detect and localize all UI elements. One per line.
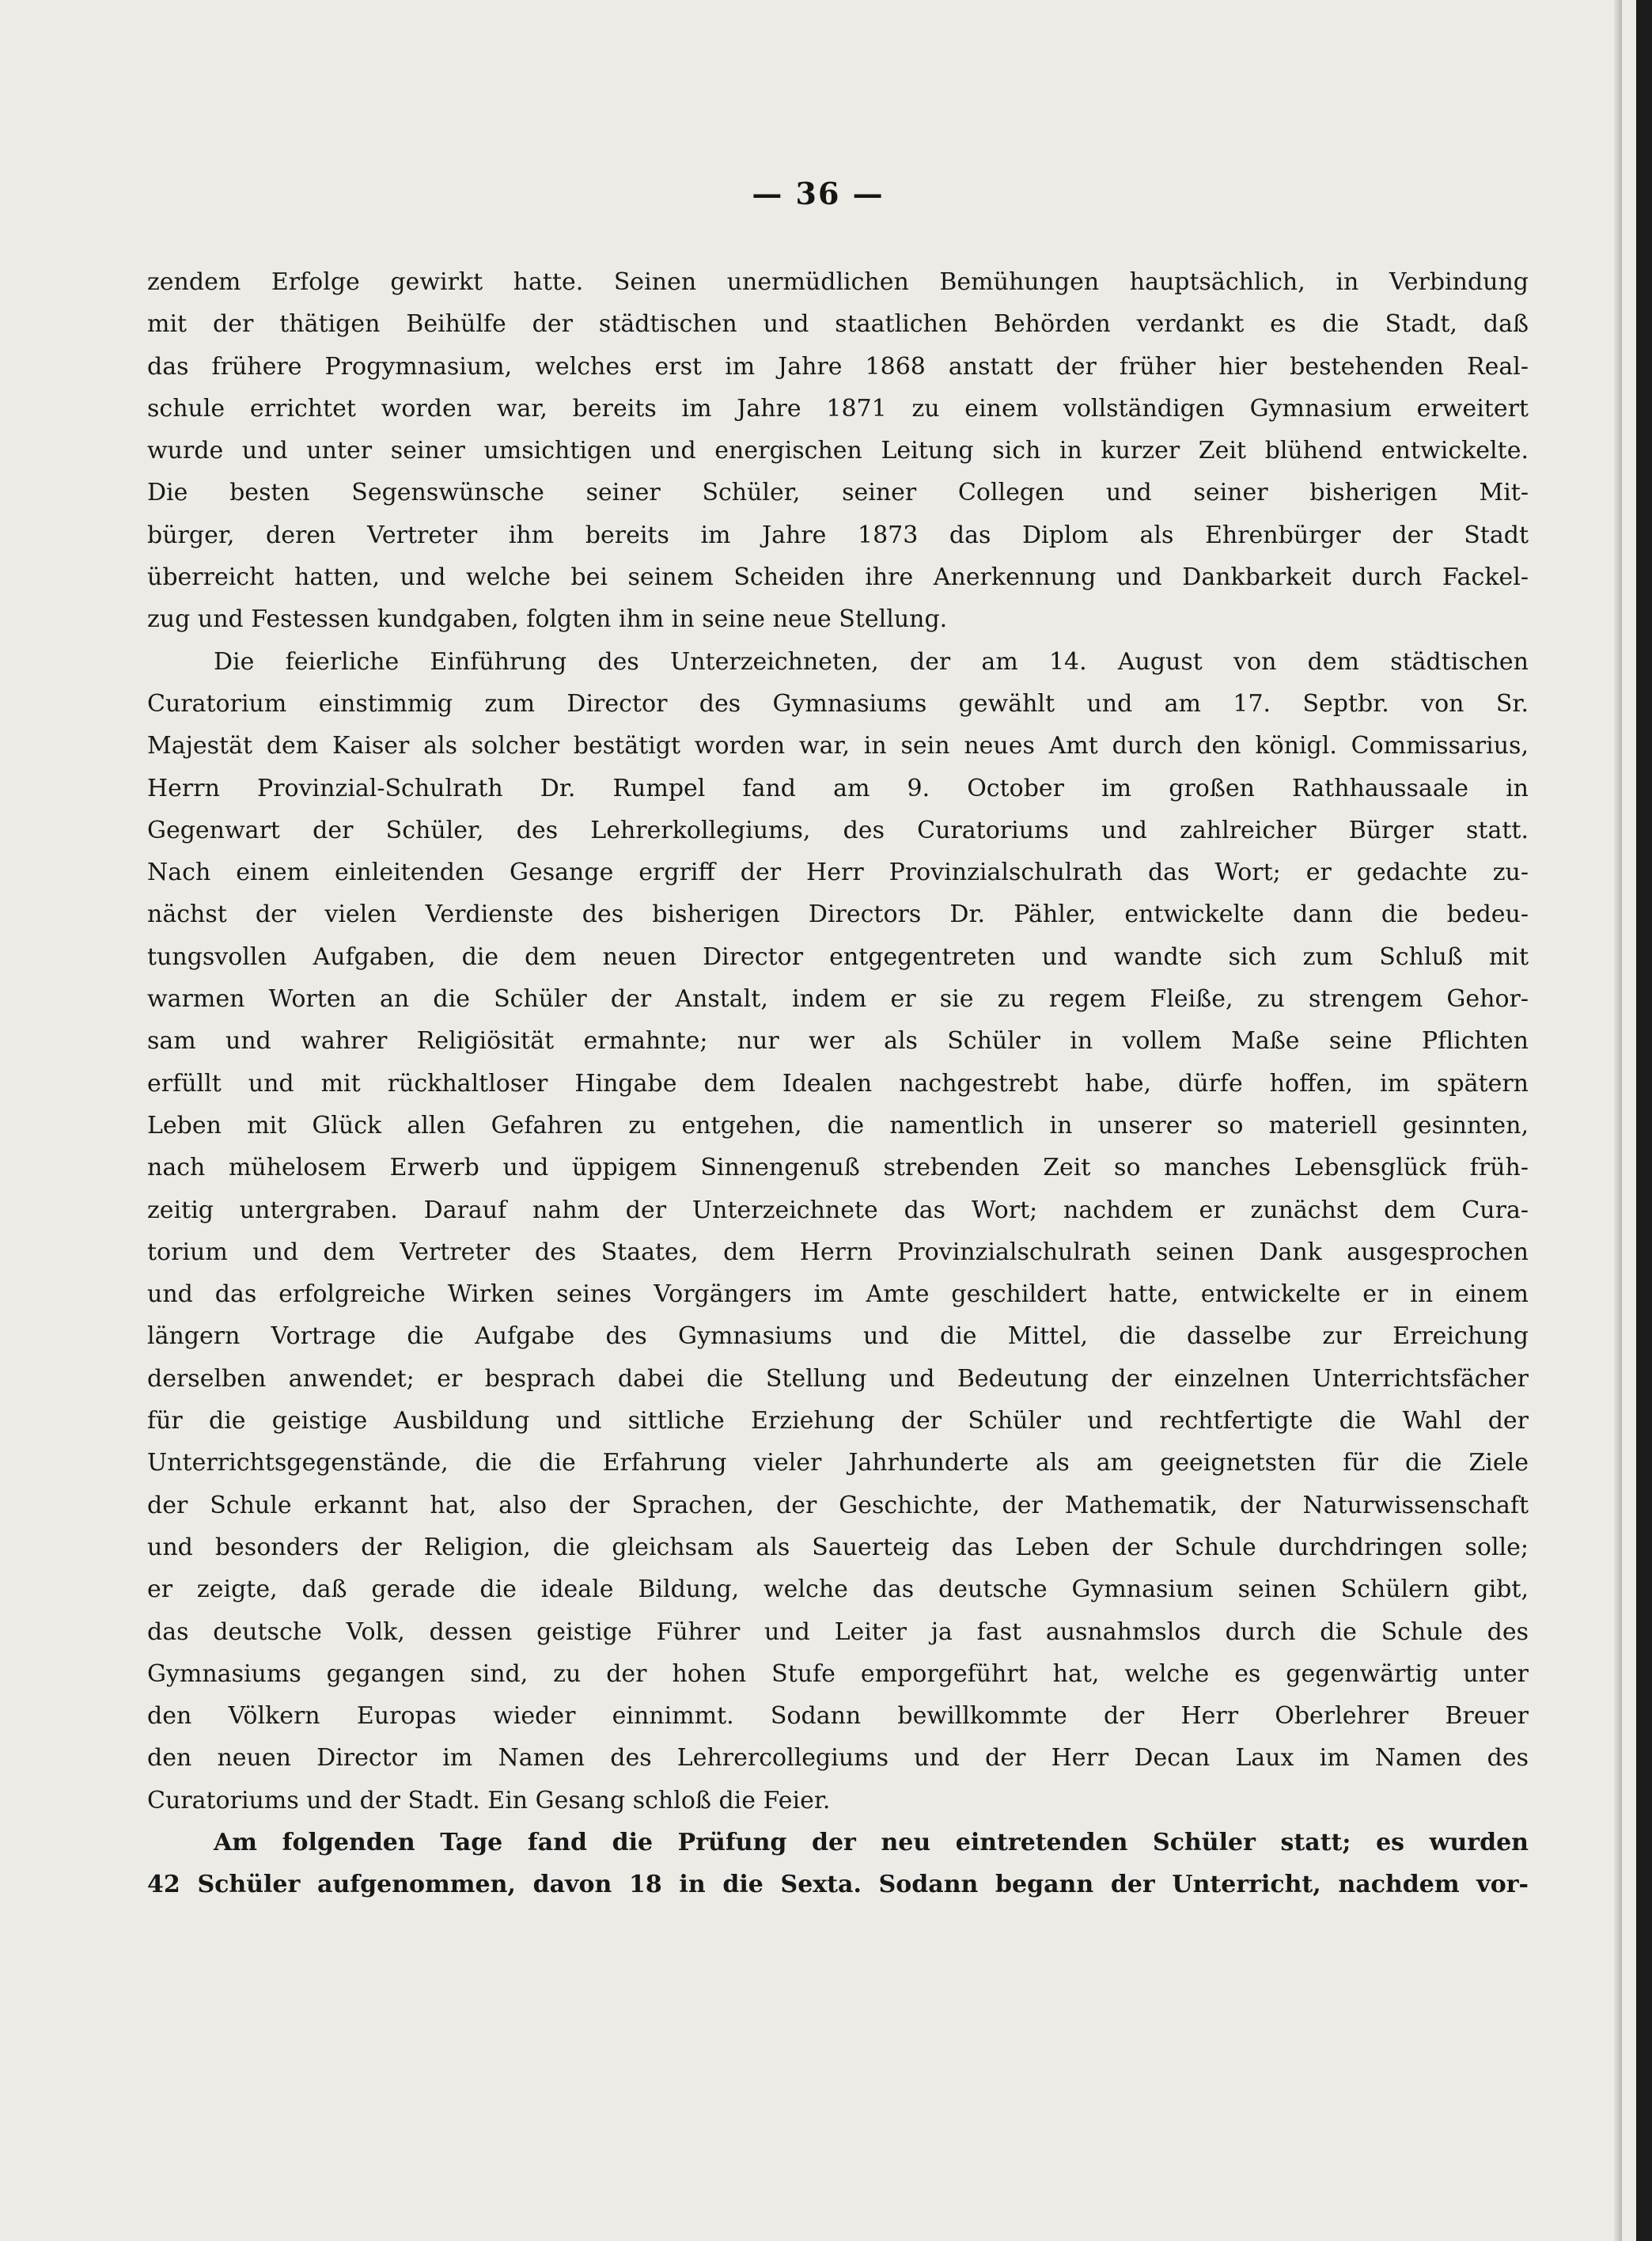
text-line: und das erfolgreiche Wirken seines Vorgängers im Amte geschildert hatte, entwickelte er in einem <box>147 1280 1529 1309</box>
text-line: zug und Festessen kundgaben, folgten ihm in seine neue Stellung. <box>147 605 948 634</box>
text-line: derselben anwendet; er besprach dabei die Stellung und Bedeutung der einzelnen Unterrichtsfächer <box>147 1364 1529 1393</box>
page-number: — 36 — <box>752 176 885 211</box>
text-line: Gegenwart der Schüler, des Lehrerkollegiums, des Curatoriums und zahlreicher Bürger statt. <box>147 816 1529 844</box>
text-line: erfüllt und mit rückhaltloser Hingabe dem Idealen nachgestrebt habe, dürfe hoffen, im spätern <box>147 1069 1529 1098</box>
text-line: Majestät dem Kaiser als solcher bestätigt worden war, in sein neues Amt durch den königl. Commissarius, <box>147 732 1529 760</box>
text-line: Am folgenden Tage fand die Prüfung der neu eintretenden Schüler statt; es wurden <box>214 1828 1529 1856</box>
text-line: Herrn Provinzial-Schulrath Dr. Rumpel fand am 9. October im großen Rathhaussaale in <box>147 774 1529 802</box>
text-line: bürger, deren Vertreter ihm bereits im Jahre 1873 das Diplom als Ehrenbürger der Stadt <box>147 521 1529 549</box>
page-edge-shadow <box>1614 0 1622 2241</box>
text-line: Nach einem einleitenden Gesange ergriff der Herr Provinzialschulrath das Wort; er gedachte zu- <box>147 859 1529 887</box>
text-line: das deutsche Volk, dessen geistige Führer und Leiter ja fast ausnahmslos durch die Schule des <box>147 1617 1529 1646</box>
text-line: Die besten Segenswünsche seiner Schüler, seiner Collegen und seiner bisherigen Mit- <box>147 479 1529 507</box>
text-line: 42 Schüler aufgenommen, davon 18 in die Sexta. Sodann begann der Unterricht, nachdem vor- <box>147 1871 1529 1899</box>
paragraph-2 <box>147 641 1529 1822</box>
text-line: zeitig untergraben. Darauf nahm der Unterzeichnete das Wort; nachdem er zunächst dem Cura- <box>147 1196 1529 1224</box>
text-line: überreicht hatten, und welche bei seinem Scheiden ihre Anerkennung und Dankbarkeit durch Fackel- <box>147 563 1529 592</box>
text-line: schule errichtet worden war, bereits im Jahre 1871 zu einem vollständigen Gymnasium erweitert <box>147 394 1529 423</box>
text-line: der Schule erkannt hat, also der Sprachen, der Geschichte, der Mathematik, der Naturwissenschaft <box>147 1491 1529 1519</box>
text-line: Curatoriums und der Stadt. Ein Gesang schloß die Feier. <box>147 1786 831 1814</box>
text-line: Unterrichtsgegenstände, die die Erfahrung vieler Jahrhunderte als am geeignetsten für die Ziele <box>147 1449 1529 1477</box>
text-line: den neuen Director im Namen des Lehrercollegiums und der Herr Decan Laux im Namen des <box>147 1744 1529 1773</box>
body-text <box>147 261 1529 1906</box>
text-line: nach mühelosem Erwerb und üppigem Sinnengenuß strebenden Zeit so manches Lebensglück früh- <box>147 1154 1529 1182</box>
text-line: und besonders der Religion, die gleichsam als Sauerteig das Leben der Schule durchdringen solle; <box>147 1533 1529 1561</box>
text-line: zendem Erfolge gewirkt hatte. Seinen unermüdlichen Bemühungen hauptsächlich, in Verbindung <box>147 268 1529 296</box>
text-line: den Völkern Europas wieder einnimmt. Sodann bewillkommte der Herr Oberlehrer Breuer <box>147 1702 1529 1731</box>
text-line: Gymnasiums gegangen sind, zu der hohen Stufe emporgeführt hat, welche es gegenwärtig unter <box>147 1659 1529 1688</box>
text-line: wurde und unter seiner umsichtigen und energischen Leitung sich in kurzer Zeit blühend entwickelte. <box>147 437 1529 465</box>
text-line: das frühere Progymnasium, welches erst im Jahre 1868 anstatt der früher hier bestehenden Real- <box>147 352 1529 381</box>
text-line: torium und dem Vertreter des Staates, dem Herrn Provinzialschulrath seinen Dank ausgesprochen <box>147 1238 1529 1266</box>
text-line: Leben mit Glück allen Gefahren zu entgehen, die namentlich in unserer so materiell gesinnten, <box>147 1111 1529 1139</box>
text-line: nächst der vielen Verdienste des bisherigen Directors Dr. Pähler, entwickelte dann die bedeu- <box>147 901 1529 929</box>
text-line: längern Vortrage die Aufgabe des Gymnasiums und die Mittel, die dasselbe zur Erreichung <box>147 1322 1529 1351</box>
paragraph-1 <box>147 261 1529 641</box>
text-line: Die feierliche Einführung des Unterzeichneten, der am 14. August von dem städtischen <box>214 647 1529 676</box>
paragraph-3 <box>147 1822 1529 1906</box>
text-line: Curatorium einstimmig zum Director des Gymnasiums gewählt und am 17. Septbr. von Sr. <box>147 689 1529 718</box>
text-line: warmen Worten an die Schüler der Anstalt, indem er sie zu regem Fleiße, zu strengem Gehor- <box>147 985 1529 1014</box>
text-line: für die geistige Ausbildung und sittliche Erziehung der Schüler und rechtfertigte die Wahl der <box>147 1407 1529 1435</box>
text-line: mit der thätigen Beihülfe der städtischen und staatlichen Behörden verdankt es die Stadt, daß <box>147 310 1529 339</box>
text-line: tungsvollen Aufgaben, die dem neuen Director entgegentreten und wandte sich zum Schluß mit <box>147 942 1529 971</box>
text-line: sam und wahrer Religiösität ermahnte; nur wer als Schüler in vollem Maße seine Pflichten <box>147 1027 1529 1056</box>
text-line: er zeigte, daß gerade die ideale Bildung, welche das deutsche Gymnasium seinen Schülern gibt, <box>147 1576 1529 1604</box>
